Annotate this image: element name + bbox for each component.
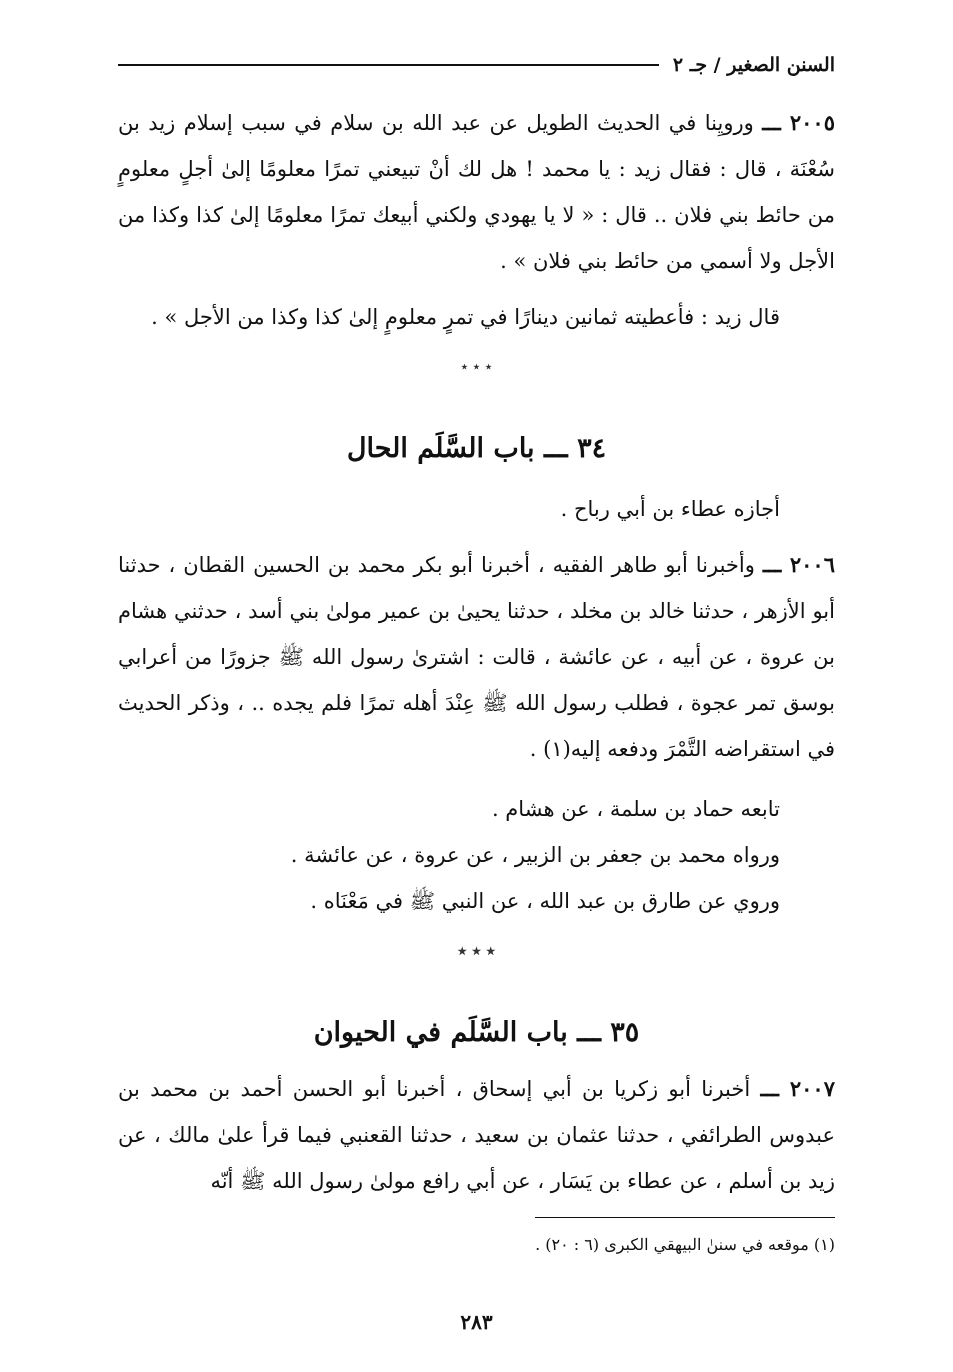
hadith-text-2005: ورويِنا في الحديث الطويل عن عبد الله بن سلام في سبب إسلام زيد بن سُعْنَة ، قال : فقال زيد : يا محمد ! هل لك أنْ تبيعني تمرًا معلومًا إلىٰ أجلٍ معلومٍ من حائط بني فلان .. قال : « لا يا يهودي ولكني أبيعك تمرًا معلومًا إلىٰ كذا وكذا من الأجل ولا أسمي من حائط بني فلان » . xyxy=(118,111,835,273)
running-header xyxy=(118,50,835,80)
hadith-2005-continuation: قال زيد : فأعطيته ثمانين دينارًا في تمرٍ معلومٍ إلىٰ كذا وكذا من الأجل » . xyxy=(151,305,780,329)
page-number: ٢٨٣ xyxy=(460,1310,493,1334)
hadith-text-2007: أخبرنا أبو زكريا بن أبي إسحاق ، أخبرنا أبو الحسن أحمد بن محمد بن عبدوس الطرائفي ، حدثنا عثمان بن سعيد ، حدثنا القعنبي فيما قرأ علىٰ مالك ، عن زيد بن أسلم ، عن عطاء بن يَسَار ، عن أبي رافع مولىٰ رسول الله ﷺ أنّه xyxy=(118,1077,835,1193)
footnote-rule xyxy=(535,1217,835,1218)
hadith-number-2007: ٢٠٠٧ ـــ xyxy=(760,1076,835,1101)
section-separator: ٭ ٭ ٭ xyxy=(460,359,493,375)
running-title: السنن الصغير / جـ ٢ xyxy=(672,54,835,76)
chapter-34-intro: أجازه عطاء بن أبي رباح . xyxy=(560,497,780,521)
hadith-2006 xyxy=(118,542,835,772)
hadith-text-2006: وأخبرنا أبو طاهر الفقيه ، أخبرنا أبو بكر محمد بن الحسين القطان ، حدثنا أبو الأزهر ، حدثنا خالد بن مخلد ، حدثنا يحيىٰ بن عمير مولىٰ بني أسد ، حدثني هشام بن عروة ، عن أبيه ، عن عائشة ، قالت : اشترىٰ رسول الله ﷺ جزورًا من أعرابي بوسق تمر عجوة ، فطلب رسول الله ﷺ عِنْدَ أهله تمرًا فلم يجده .. ، وذكر الحديث في استقراضه التَّمْرَ ودفعه إليه(١) . xyxy=(118,553,835,761)
hadith-2005 xyxy=(118,100,835,284)
chapter-heading-35: ٣٥ ـــ باب السَّلَم في الحيوان xyxy=(313,1017,640,1048)
hadith-2007 xyxy=(118,1066,835,1204)
section-separator: ٭ ٭ ٭ xyxy=(457,941,496,960)
hadith-number-2005: ٢٠٠٥ ـــ xyxy=(762,110,835,135)
footnote: (١) موقعه في سننٰ البيهقي الكبرى (٦ : ٢٠) . xyxy=(535,1235,835,1254)
hadith-2006-follow-3: وروي عن طارق بن عبد الله ، عن النبي ﷺ في مَعْنَاه . xyxy=(310,889,780,913)
header-rule xyxy=(118,64,659,66)
page-body xyxy=(118,100,835,1204)
hadith-2006-follow-2: ورواه محمد بن جعفر بن الزبير ، عن عروة ، عن عائشة . xyxy=(290,843,780,867)
chapter-heading-34: ٣٤ ـــ باب السَّلَم الحال xyxy=(346,433,607,464)
hadith-2006-follow-1: تابعه حماد بن سلمة ، عن هشام . xyxy=(491,797,780,821)
hadith-number-2006: ٢٠٠٦ ـــ xyxy=(762,552,835,577)
